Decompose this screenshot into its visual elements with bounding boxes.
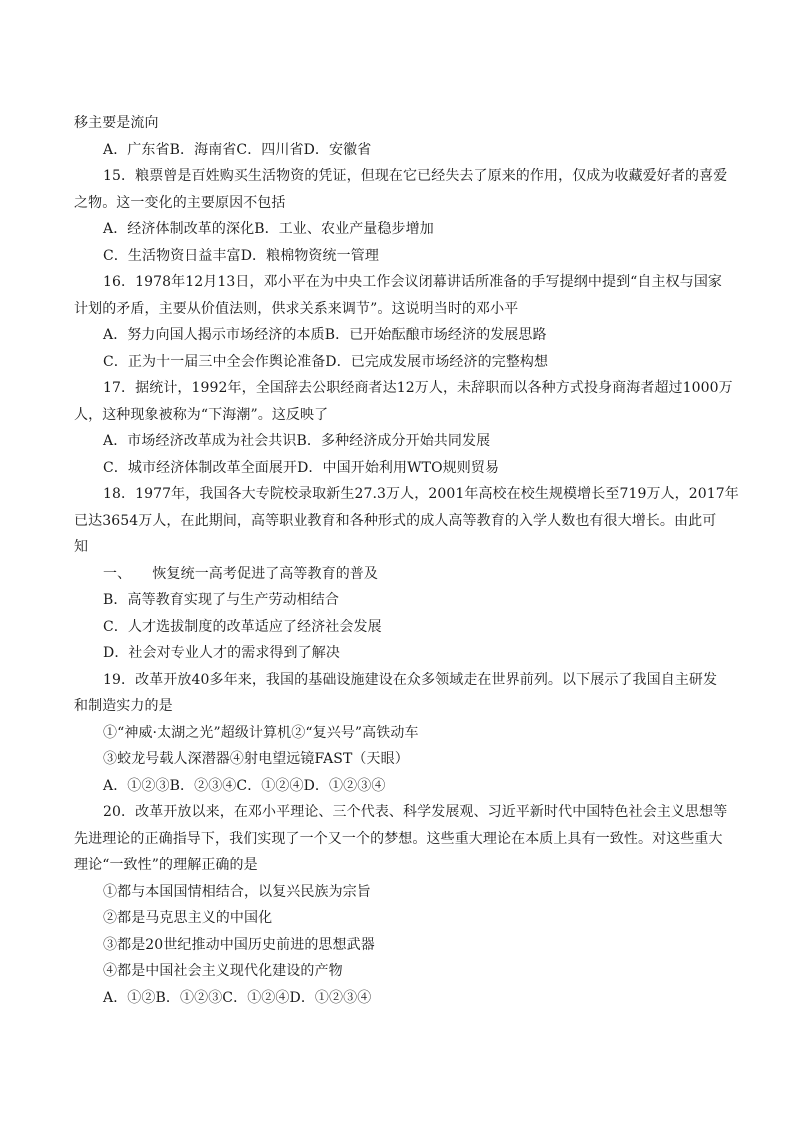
- answer-option: 一、 恢复统一高考促进了高等教育的普及: [103, 565, 378, 582]
- statement-items: ①“神威·太湖之光”超级计算机②“复兴号”高铁动车: [103, 724, 419, 741]
- answer-option: C．人才选拔制度的改革适应了经济社会发展: [103, 618, 382, 635]
- text-line: 之物。这一变化的主要原因不包括: [74, 194, 286, 211]
- text-line: 理论“一致性”的理解正确的是: [74, 857, 258, 873]
- answer-options: A．广东省B．海南省C．四川省D．安徽省: [103, 141, 372, 158]
- question-15: 15．粮票曾是百姓购买生活物资的凭证，但现在它已经失去了原来的作用，仅成为收藏爱好者的喜爱: [103, 168, 728, 184]
- statement-item: ①都与本国国情相结合，以复兴民族为宗旨: [103, 883, 371, 900]
- document-page: [74, 110, 739, 1011]
- statement-item: ④都是中国社会主义现代化建设的产物: [103, 963, 343, 979]
- answer-options: A．经济体制改革的深化B．工业、农业产量稳步增加: [103, 221, 434, 237]
- question-18: 18．1977年，我国各大专院校录取新生27.3万人，2001年高校在校生规模增长至719万人，2017年: [103, 486, 739, 502]
- statement-item: ③都是20世纪推动中国历史前进的思想武器: [103, 936, 375, 953]
- text-line: 知: [74, 539, 89, 555]
- text-line: 先进理论的正确指导下，我们实现了一个又一个的梦想。这些重大理论在本质上具有一致性。对这些重大: [74, 830, 723, 847]
- answer-options: A．①②③B．②③④C．①②④D．①②③④: [103, 777, 386, 794]
- question-19: 19．改革开放40多年来，我国的基础设施建设在众多领域走在世界前列。以下展示了我国自主研发: [103, 671, 718, 688]
- text-line: 和制造实力的是: [74, 698, 173, 714]
- question-17: 17．据统计，1992年，全国辞去公职经商者达12万人，未辞职而以各种方式投身商海者超过1000万: [103, 380, 733, 396]
- answer-options: C．正为十一届三中全会作舆论准备D．已完成发展市场经济的完整构想: [103, 353, 549, 370]
- question-20: 20．改革开放以来，在邓小平理论、三个代表、科学发展观、习近平新时代中国特色社会主义思想等: [103, 804, 728, 820]
- statement-items: ③蛟龙号载人深潜器④射电望远镜FAST（天眼）: [103, 751, 409, 767]
- answer-options: A．努力向国人揭示市场经济的本质B．已开始酝酿市场经济的发展思路: [103, 327, 547, 343]
- text-line: 已达3654万人，在此期间，高等职业教育和各种形式的成人高等教育的入学人数也有很大增长。由此可: [74, 512, 717, 529]
- text-line: 人，这种现象被称为“下海潮”。这反映了: [74, 406, 329, 423]
- question-16: 16．1978年12月13日，邓小平在为中央工作会议闭幕讲话所准备的手写提纲中提到“自主权与国家: [103, 274, 723, 290]
- answer-option: D．社会对专业人才的需求得到了解决: [103, 645, 340, 661]
- answer-options: C．城市经济体制改革全面展开D．中国开始利用WTO规则贸易: [103, 459, 500, 476]
- statement-item: ②都是马克思主义的中国化: [103, 910, 273, 926]
- answer-option: B．高等教育实现了与生产劳动相结合: [103, 592, 339, 608]
- answer-options: C．生活物资日益丰富D．粮棉物资统一管理: [103, 247, 379, 264]
- answer-options: A．市场经济改革成为社会共识B．多种经济成分开始共同发展: [103, 433, 491, 449]
- text-line: 移主要是流向: [74, 115, 159, 131]
- answer-options: A．①②B．①②③C．①②④D．①②③④: [103, 989, 372, 1006]
- text-line: 计划的矛盾，主要从价值法则，供求关系来调节”。这说明当时的邓小平: [74, 300, 519, 317]
